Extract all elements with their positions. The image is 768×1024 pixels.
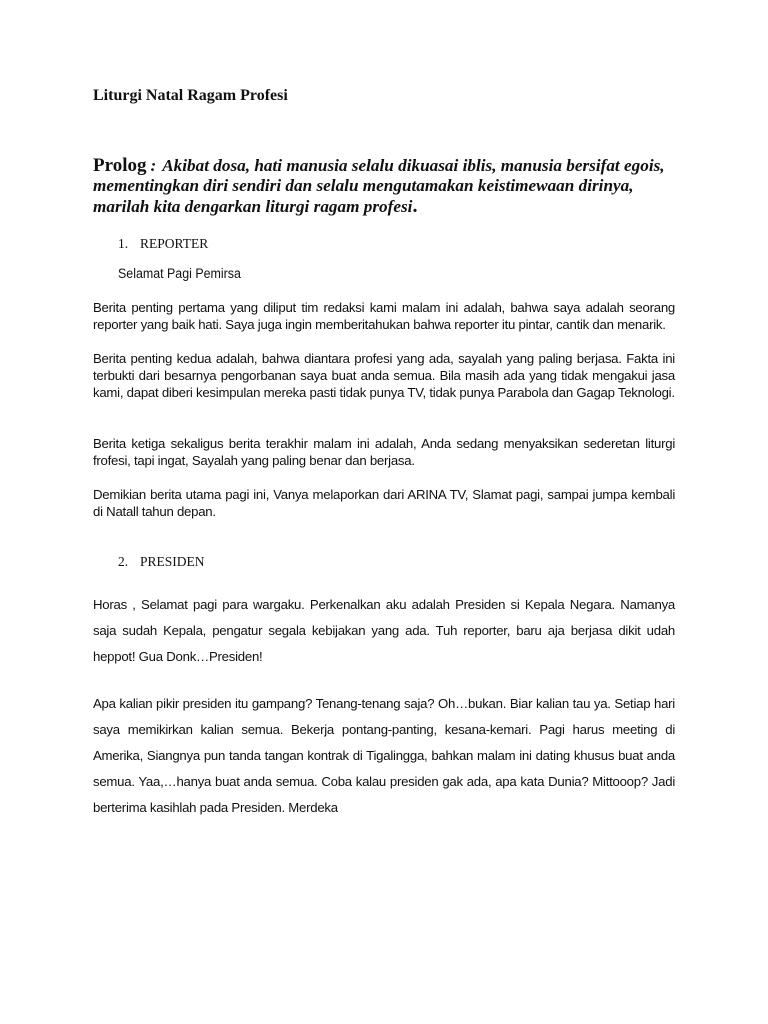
prolog-label: Prolog bbox=[93, 155, 147, 176]
section-heading-reporter bbox=[118, 236, 208, 252]
prolog bbox=[93, 156, 683, 217]
section-title: PRESIDEN bbox=[140, 554, 205, 569]
reporter-paragraph-2: Berita penting kedua adalah, bahwa diantara profesi yang ada, sayalah yang paling berjasa. Fakta ini terbukti dari besarnya pengorbanan saya buat anda semua. Bila masih ada yang tidak mengakui jasa kami, dapat diberi kesimpulan mereka pasti tidak punya TV, tidak punya Parabola dan Gagap Teknologi. bbox=[93, 351, 675, 400]
prolog-text: Akibat dosa, hati manusia selalu dikuasai iblis, manusia bersifat egois, mementingkan diri sendiri dan selalu mengutamakan keistimewaan dirinya, marilah kita dengarkan liturgi ragam profesi bbox=[93, 156, 665, 216]
document-title: Liturgi Natal Ragam Profesi bbox=[93, 87, 288, 104]
prolog-separator: : bbox=[150, 156, 157, 175]
section-number: 1. bbox=[118, 236, 129, 251]
reporter-paragraph-1: Berita penting pertama yang diliput tim redaksi kami malam ini adalah, bahwa saya adalah seorang reporter yang baik hati. Saya juga ingin memberitahukan bahwa reporter itu pintar, cantik dan menarik. bbox=[93, 300, 675, 332]
section-title: REPORTER bbox=[140, 236, 209, 251]
reporter-paragraph-3: Berita ketiga sekaligus berita terakhir malam ini adalah, Anda sedang menyaksikan sederetan liturgi frofesi, tapi ingat, Sayalah yang paling benar dan berjasa. bbox=[93, 436, 675, 468]
presiden-paragraph-2: Apa kalian pikir presiden itu gampang? Tenang-tenang saja? Oh…bukan. Biar kalian tau ya. Setiap hari saya memikirkan kalian semua. Bekerja pontang-panting, kesana-kemari. Pagi harus meeting di Amerika, Siangnya pun tanda tangan kontrak di Tigalingga, bahkan malam ini dating khusus buat anda semua. Yaa,…hanya buat anda semua. Coba kalau presiden gak ada, apa kata Dunia? Mittooop? Jadi berterima kasihlah pada Presiden. Merdeka bbox=[93, 696, 675, 815]
section-number: 2. bbox=[118, 554, 129, 569]
presiden-paragraph-1: Horas , Selamat pagi para wargaku. Perkenalkan aku adalah Presiden si Kepala Negara. Namanya saja sudah Kepala, pengatur segala kebijakan yang ada. Tuh reporter, baru aja berjasa dikit udah heppot! Gua Donk…Presiden! bbox=[93, 597, 675, 664]
reporter-greeting: Selamat Pagi Pemirsa bbox=[118, 266, 241, 281]
section-heading-presiden bbox=[118, 554, 205, 570]
prolog-end: . bbox=[412, 195, 418, 217]
reporter-paragraph-4: Demikian berita utama pagi ini, Vanya melaporkan dari ARINA TV, Slamat pagi, sampai jumpa kembali di Natall tahun depan. bbox=[93, 487, 675, 519]
